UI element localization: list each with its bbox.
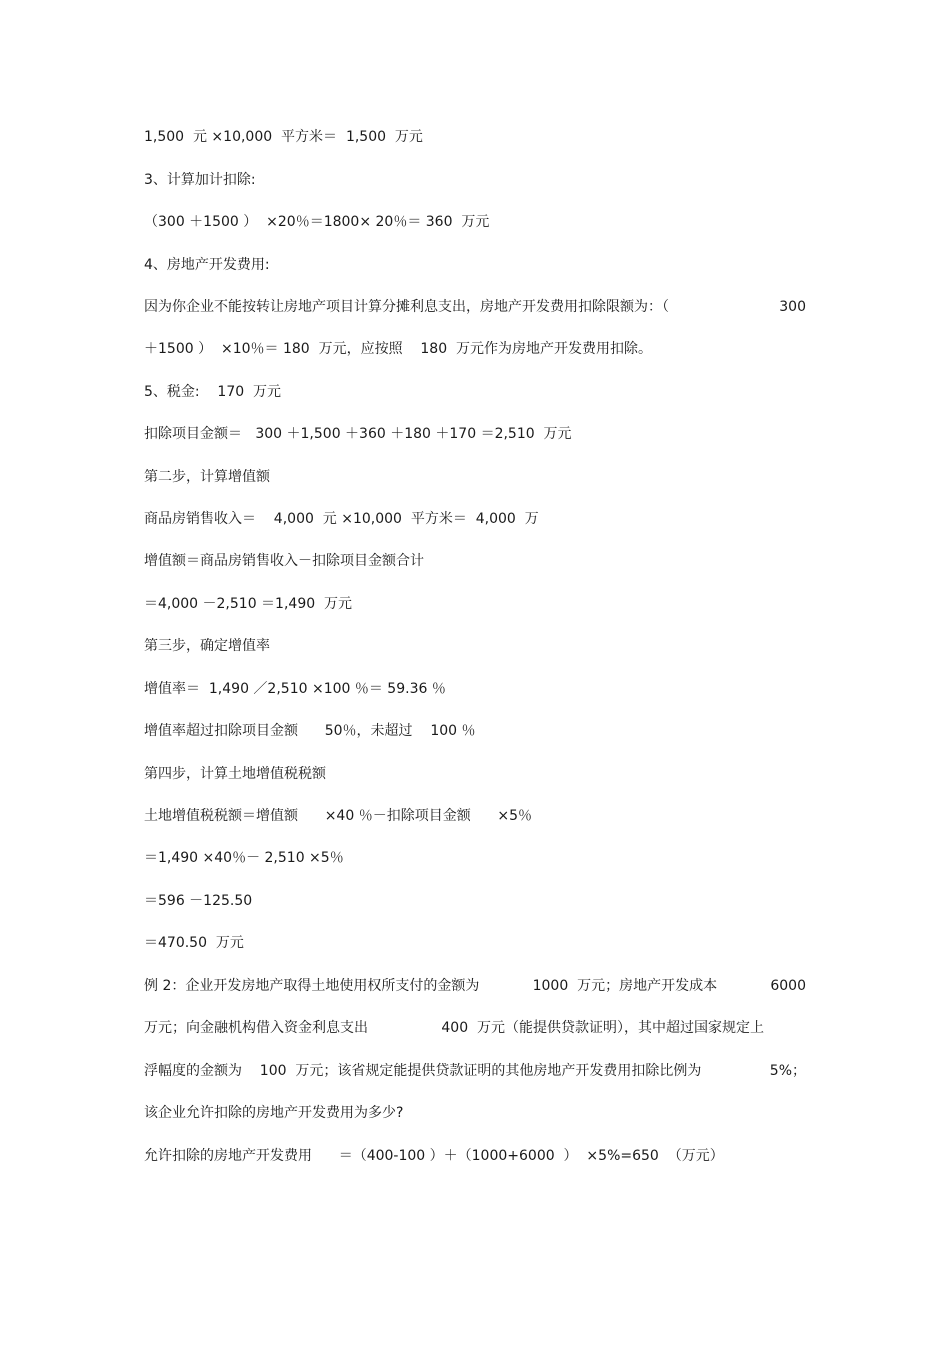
text-line: 增值额＝商品房销售收入－扣除项目金额合计 (144, 553, 424, 569)
text-segment: 1000 万元；房地产开发成本 (532, 978, 718, 994)
text-line (144, 298, 806, 316)
text-line: ＝470.50 万元 (144, 935, 244, 951)
text-line: 商品房销售收入＝ 4,000 元 ×10,000 平方米＝ 4,000 万 (144, 511, 539, 527)
text-segment: 例 2：企业开发房地产取得土地使用权所支付的金额为 (144, 978, 480, 994)
text-line: 第四步，计算土地增值税税额 (144, 766, 326, 782)
text-line: 第三步，确定增值率 (144, 638, 270, 654)
text-line (144, 977, 806, 995)
text-line: 增值率超过扣除项目金额 50％，未超过 100 ％ (144, 723, 476, 739)
text-line: （300 ＋1500 ） ×20％＝1800× 20％＝ 360 万元 (144, 214, 490, 230)
text-segment: 万元；向金融机构借入资金利息支出 (144, 1020, 368, 1036)
text-segment: 300 (779, 299, 806, 315)
text-line (144, 1062, 806, 1080)
text-segment: 400 万元（能提供贷款证明），其中超过国家规定上 (441, 1020, 764, 1036)
text-line: ＝4,000 －2,510 ＝1,490 万元 (144, 596, 353, 612)
text-line: 允许扣除的房地产开发费用 ＝（400-100 ）＋（1000+6000 ） ×5%=650 （万元） (144, 1148, 724, 1164)
text-line: 4、房地产开发费用: (144, 257, 270, 273)
text-line: 该企业允许扣除的房地产开发费用为多少? (144, 1105, 404, 1121)
text-segment: 因为你企业不能按转让房地产项目计算分摊利息支出，房地产开发费用扣除限额为：（ (144, 299, 669, 315)
text-line: 5、税金: 170 万元 (144, 384, 282, 400)
text-line (144, 1019, 764, 1037)
text-line: 1,500 元 ×10,000 平方米＝ 1,500 万元 (144, 129, 423, 145)
text-segment: 5%； (769, 1063, 806, 1079)
text-line: 3、计算加计扣除: (144, 172, 256, 188)
text-segment: 浮幅度的金额为 100 万元；该省规定能提供贷款证明的其他房地产开发费用扣除比例为 (144, 1063, 702, 1079)
text-line: 第二步，计算增值额 (144, 469, 270, 485)
text-line: ＋1500 ） ×10％＝ 180 万元，应按照 180 万元作为房地产开发费用扣除。 (144, 341, 653, 357)
text-line: 增值率＝ 1,490 ／2,510 ×100 ％＝ 59.36 ％ (144, 681, 446, 697)
text-line: ＝1,490 ×40％－ 2,510 ×5％ (144, 850, 344, 866)
text-line: ＝596 －125.50 (144, 893, 253, 909)
text-line: 扣除项目金额＝ 300 ＋1,500 ＋360 ＋180 ＋170 ＝2,510 万元 (144, 426, 572, 442)
text-segment: 6000 (770, 978, 806, 994)
text-line: 土地增值税税额＝增值额 ×40 ％－扣除项目金额 ×5％ (144, 808, 533, 824)
